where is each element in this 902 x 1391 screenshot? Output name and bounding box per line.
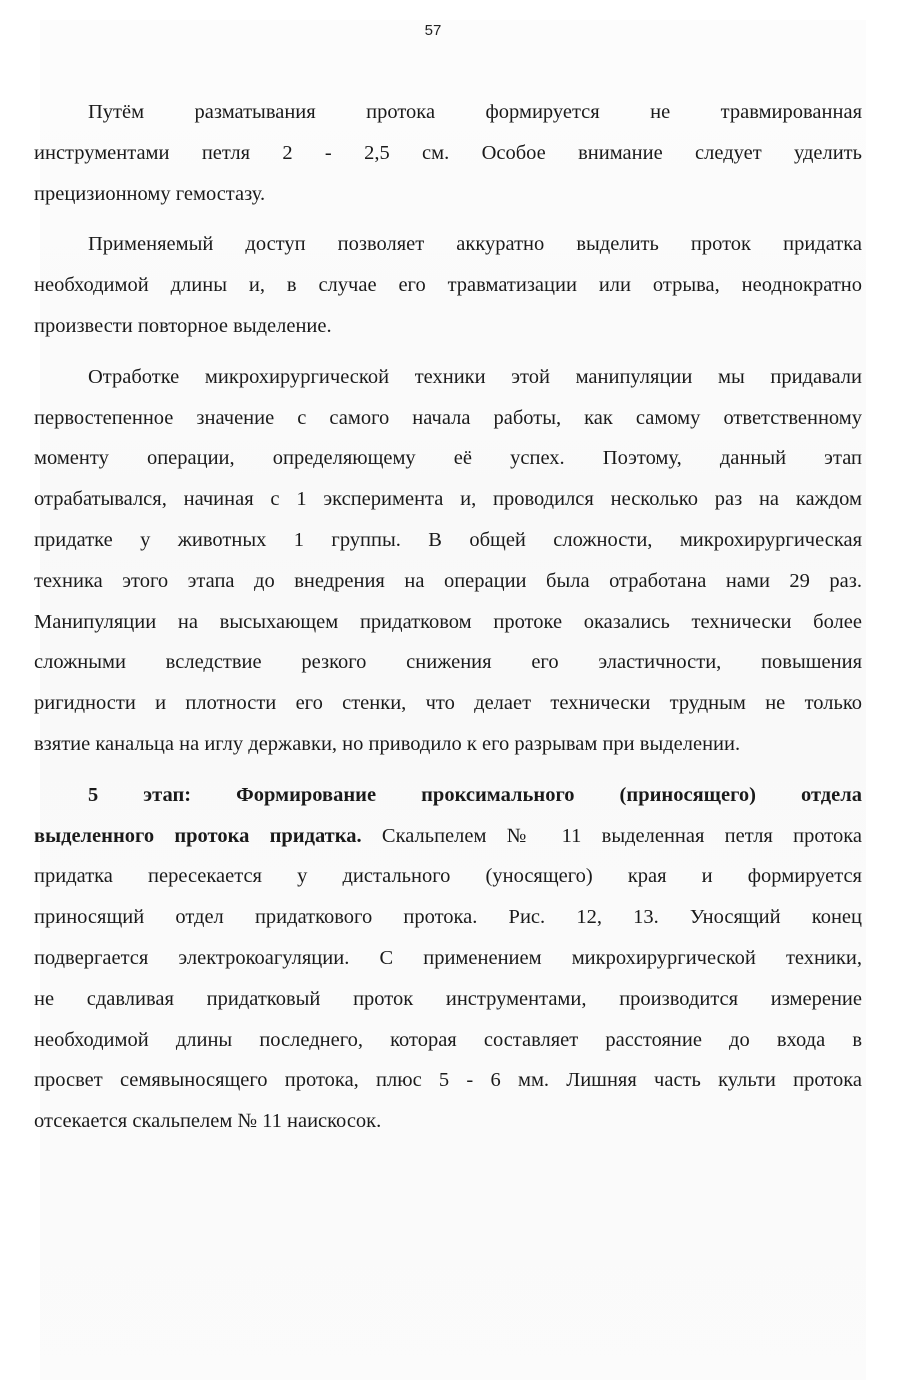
text-line: ригидности и плотности его стенки, что делает технически трудным не только — [34, 692, 862, 715]
document-body — [34, 92, 862, 1152]
paragraph-4 — [34, 775, 862, 1142]
text-line: техника этого этапа до внедрения на операции была отработана нами 29 раз. — [34, 569, 862, 592]
text-line: прецизионному гемостазу. — [34, 182, 266, 205]
text-line: Применяемый доступ позволяет аккуратно выделить проток придатка — [88, 233, 862, 256]
text-line: сложными вследствие резкого снижения его эластичности, повышения — [34, 651, 862, 674]
paragraph-3 — [34, 357, 862, 765]
text-line: Отработке микрохирургической техники этой манипуляции мы придавали — [88, 365, 862, 388]
page-number: 57 — [424, 22, 442, 39]
text-line: приносящий отдел придаткового протока. Рис. 12, 13. Уносящий конец — [34, 906, 862, 929]
text-line: Путём разматывания протока формируется не травмированная — [88, 101, 862, 123]
text-line: придатка пересекается у дистального (уносящего) края и формируется — [34, 865, 862, 888]
text-line: первостепенное значение с самого начала работы, как самому ответственному — [34, 406, 862, 429]
text-line: моменту операции, определяющему её успех. Поэтому, данный этап — [34, 447, 862, 470]
paragraph-2 — [34, 224, 862, 346]
text-line: придатке у животных 1 группы. В общей сложности, микрохирургическая — [34, 528, 862, 551]
text-line: Манипуляции на высыхающем придатковом протоке оказались технически более — [34, 610, 862, 633]
section-heading-cont: выделенного протока придатка. — [34, 824, 362, 847]
text-line: взятие канальца на иглу державки, но приводило к его разрывам при выделении. — [34, 732, 741, 755]
text-line: не сдавливая придатковый проток инструментами, производится измерение — [34, 987, 862, 1010]
text-line — [34, 816, 862, 857]
text-line: отсекается скальпелем № 11 наискосок. — [34, 1110, 382, 1133]
text-line: инструментами петля 2 - 2,5 см. Особое внимание следует уделить — [34, 141, 862, 164]
paragraph-1 — [34, 92, 862, 214]
text-line: подвергается электрокоагуляции. С применением микрохирургической техники, — [34, 946, 862, 969]
text-line: отрабатывался, начиная с 1 эксперимента и, проводился несколько раз на каждом — [34, 488, 862, 511]
text-line: произвести повторное выделение. — [34, 314, 332, 337]
text-fragment: Скальпелем № 11 выделенная петля протока — [361, 824, 862, 847]
text-line: просвет семявыносящего протока, плюс 5 - 6 мм. Лишняя часть культи протока — [34, 1069, 862, 1092]
text-line: необходимой длины последнего, которая составляет расстояние до входа в — [34, 1028, 862, 1051]
section-heading: 5 этап: Формирование проксимального (приносящего) отдела — [88, 783, 862, 806]
text-line: необходимой длины и, в случае его травматизации или отрыва, неоднократно — [34, 274, 862, 297]
